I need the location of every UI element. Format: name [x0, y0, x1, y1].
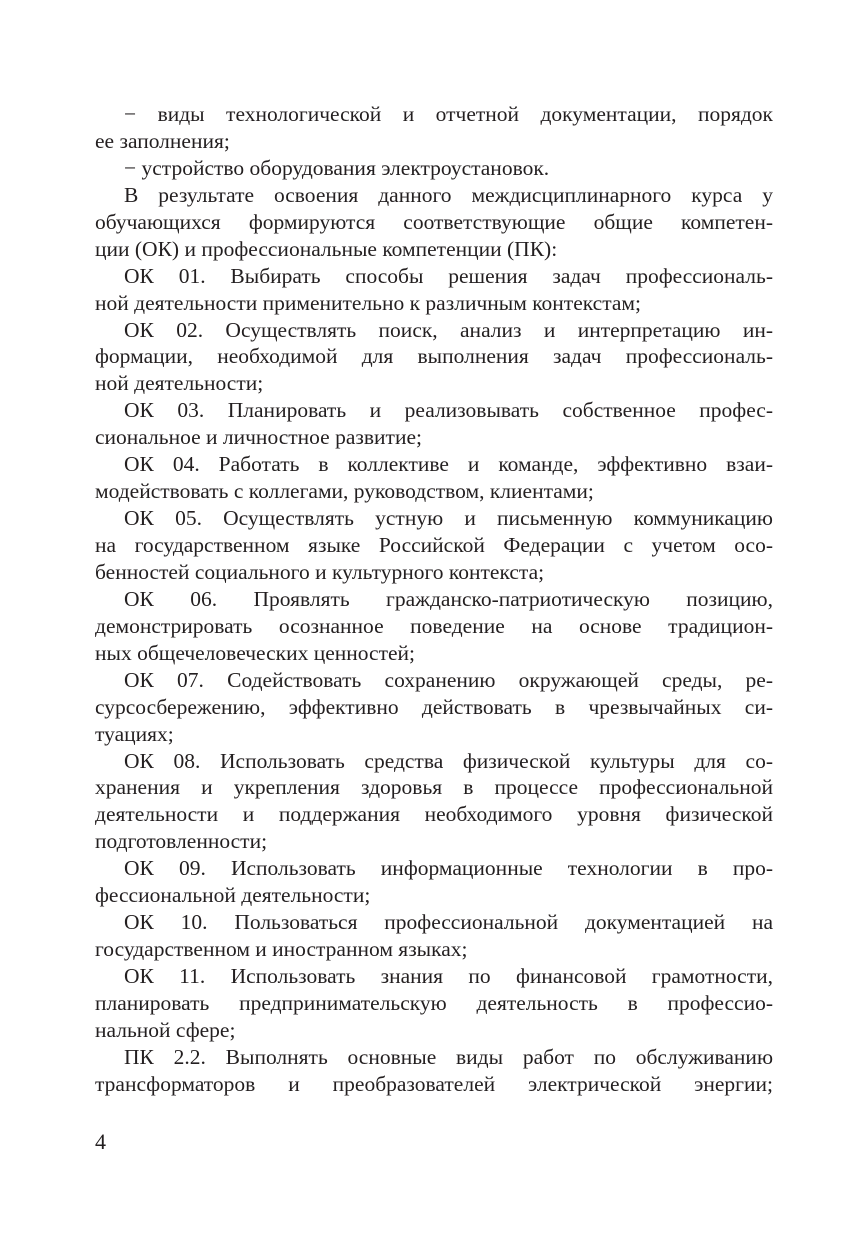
text-line: − виды технологической и отчетной документации, порядок: [124, 102, 773, 126]
text-line: ОК 10. Пользоваться профессиональной документацией на: [124, 910, 773, 935]
text-line: фессиональной деятельности;: [95, 883, 371, 908]
text-line: ОК 02. Осуществлять поиск, анализ и интерпретацию ин-: [124, 317, 773, 342]
text-line: ОК 06. Проявлять гражданско-патриотическую позицию,: [124, 586, 773, 611]
text-line: ПК 2.2. Выполнять основные виды работ по обслуживанию: [124, 1044, 773, 1069]
text-line: демонстрировать осознанное поведение на основе традицион-: [95, 613, 773, 638]
text-line: ОК 09. Использовать информационные технологии в про-: [124, 856, 773, 881]
text-line: ее заполнения;: [95, 128, 230, 153]
page-number: 4: [95, 1129, 106, 1154]
text-line: сиональное и личностное развитие;: [95, 425, 422, 450]
text-line: государственном и иностранном языках;: [95, 937, 468, 962]
text-line: ции (ОК) и профессиональные компетенции (ПК):: [95, 236, 558, 261]
text-line: ОК 08. Использовать средства физической культуры для со-: [124, 748, 773, 773]
text-line: формации, необходимой для выполнения задач профессиональ-: [95, 344, 773, 369]
text-line: хранения и укрепления здоровья в процессе профессиональной: [95, 775, 773, 800]
text-line: на государственном языке Российской Федерации с учетом осо-: [95, 533, 773, 557]
text-line: сурсосбережению, эффективно действовать в чрезвычайных си-: [95, 694, 773, 719]
text-line: трансформаторов и преобразователей электрической энергии;: [95, 1071, 773, 1096]
text-line: − устройство оборудования электроустановок.: [124, 155, 550, 180]
body-text: [95, 101, 773, 1098]
text-line: ОК 04. Работать в коллективе и команде, эффективно взаи-: [124, 452, 773, 477]
text-line: ной деятельности;: [95, 371, 264, 396]
text-line: обучающихся формируются соответствующие общие компетен-: [95, 209, 773, 234]
text-line: ОК 05. Осуществлять устную и письменную коммуникацию: [124, 506, 773, 531]
text-line: планировать предпринимательскую деятельность в профессио-: [95, 990, 773, 1015]
text-line: модействовать с коллегами, руководством, клиентами;: [95, 479, 594, 504]
text-line: подготовленности;: [95, 829, 268, 854]
text-line: ОК 07. Содействовать сохранению окружающей среды, ре-: [124, 667, 773, 692]
text-line: туациях;: [95, 721, 174, 746]
text-line: ных общечеловеческих ценностей;: [95, 640, 416, 665]
text-line: ОК 03. Планировать и реализовывать собственное профес-: [124, 398, 773, 423]
text-line: В результате освоения данного междисциплинарного курса у: [124, 182, 773, 207]
text-line: нальной сфере;: [95, 1017, 236, 1042]
text-line: деятельности и поддержания необходимого уровня физической: [95, 802, 773, 827]
text-line: ной деятельности применительно к различным контекстам;: [95, 290, 641, 315]
text-line: ОК 01. Выбирать способы решения задач профессиональ-: [124, 263, 773, 288]
text-line: бенностей социального и культурного контекста;: [95, 559, 545, 584]
text-line: ОК 11. Использовать знания по финансовой грамотности,: [124, 964, 773, 988]
